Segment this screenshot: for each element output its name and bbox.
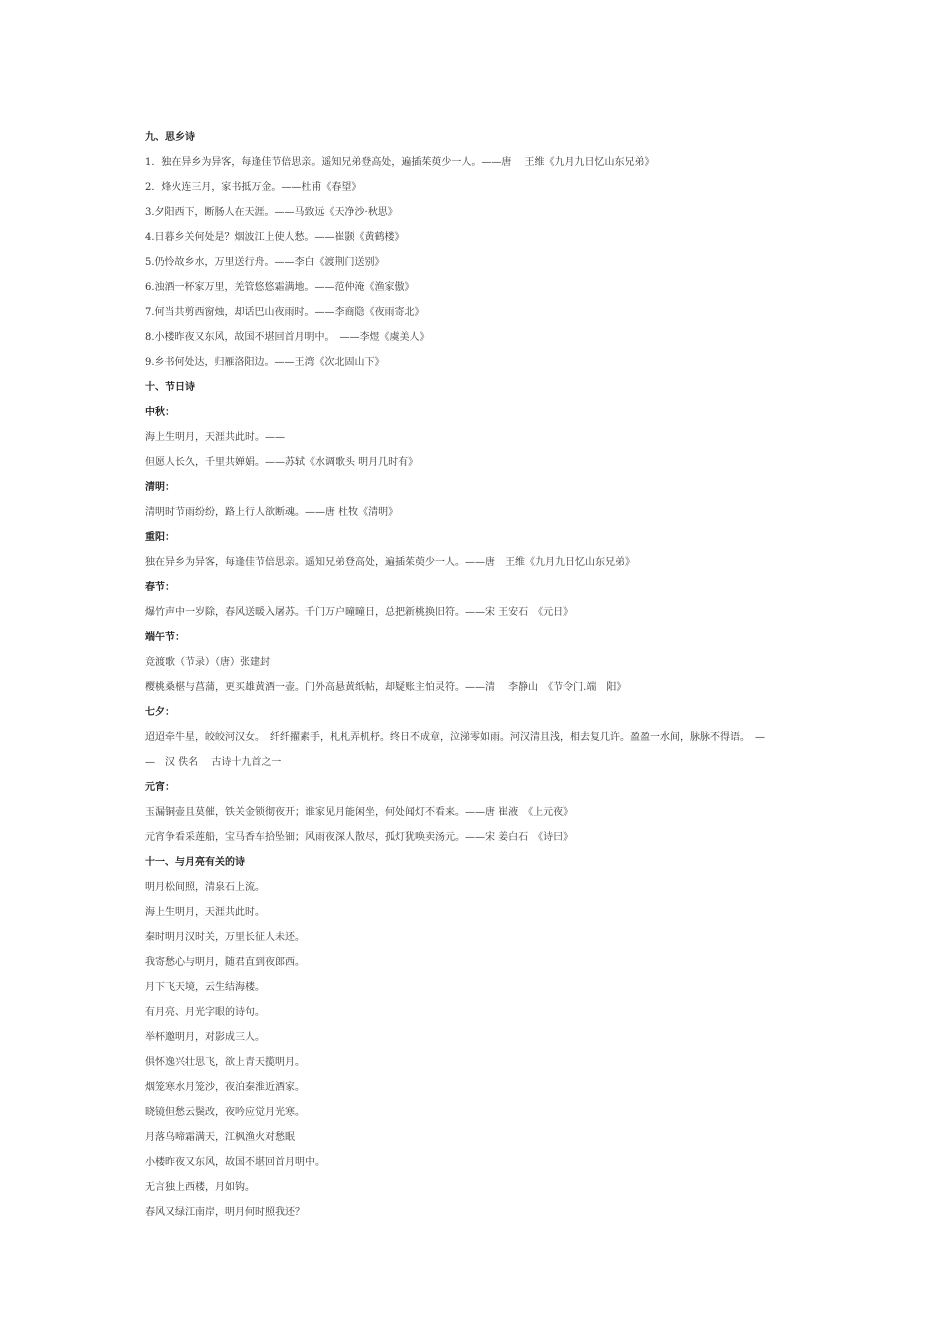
subsection-title-qixi: 七夕： <box>145 707 175 718</box>
poem-line: 俱怀逸兴壮思飞，欲上青天揽明月。 <box>145 1057 305 1068</box>
document-body <box>145 125 815 1225</box>
poem-line: 3.夕阳西下，断肠人在天涯。——马致远《天净沙·秋思》 <box>145 207 398 218</box>
poem-line: 独在异乡为异客，每逢佳节倍思亲。遥知兄弟登高处，遍插茱萸少一人。——唐 王维《九月九日忆山东兄弟》 <box>145 557 635 568</box>
poem-line: 竞渡歌（节录）（唐）张建封 <box>145 657 270 668</box>
poem-line: 爆竹声中一岁除，春风送暖入屠苏。千门万户曈曈日，总把新桃换旧符。——宋 王安石 《元日》 <box>145 607 574 618</box>
poem-line: 明月松间照，清泉石上流。 <box>145 882 265 893</box>
poem-line: 6.浊酒一杯家万里，羌管悠悠霜满地。——范仲淹《渔家傲》 <box>145 282 415 293</box>
poem-line: 2．烽火连三月，家书抵万金。——杜甫《春望》 <box>145 182 362 193</box>
poem-line: 4.日暮乡关何处是？烟波江上使人愁。——崔颢《黄鹤楼》 <box>145 232 405 243</box>
section-heading-festival: 十、节日诗 <box>145 382 195 393</box>
poem-line: 7.何当共剪西窗烛，却话巴山夜雨时。——李商隐《夜雨寄北》 <box>145 307 425 318</box>
poem-line: 5.仍怜故乡水，万里送行舟。——李白《渡荆门送别》 <box>145 257 385 268</box>
poem-line: 海上生明月，天涯共此时。 <box>145 907 265 918</box>
poem-line: 我寄愁心与明月，随君直到夜郎西。 <box>145 957 305 968</box>
subsection-title-lantern: 元宵： <box>145 782 175 793</box>
poem-line: 樱桃桑椹与菖蒲，更买雄黄酒一壶。门外高悬黄纸帖，却疑账主怕灵符。——清 李静山 《节令门.端 阳》 <box>145 682 627 693</box>
poem-line: 月落乌啼霜满天，江枫渔火对愁眠 <box>145 1132 295 1143</box>
poem-line: 8.小楼昨夜又东风，故国不堪回首月明中。 ——李煜《虞美人》 <box>145 332 430 343</box>
poem-line: 有月亮、月光字眼的诗句。 <box>145 1007 265 1018</box>
poem-line: 举杯邀明月，对影成三人。 <box>145 1032 265 1043</box>
poem-line: 玉漏铜壶且莫催，铁关金锁彻夜开；谁家见月能闲坐，何处闻灯不看来。——唐 崔液 《上元夜》 <box>145 807 574 818</box>
subsection-title-chongyang: 重阳： <box>145 532 175 543</box>
section-heading-homesick: 九、思乡诗 <box>145 132 195 143</box>
poem-line: 春风又绿江南岸，明月何时照我还？ <box>145 1207 305 1218</box>
poem-line: 小楼昨夜又东风，故国不堪回首月明中。 <box>145 1157 325 1168</box>
poem-line: 无言独上西楼，月如钩。 <box>145 1182 255 1193</box>
poem-line: 海上生明月，天涯共此时。—— <box>145 432 285 443</box>
section-heading-moon: 十一、与月亮有关的诗 <box>145 857 245 868</box>
poem-line: 9.乡书何处达，归雁洛阳边。——王湾《次北固山下》 <box>145 357 385 368</box>
poem-line: 但愿人长久，千里共婵娟。——苏轼《水调歌头 明月几时有》 <box>145 457 419 468</box>
poem-line: 迢迢牵牛星，皎皎河汉女。 纤纤擢素手，札札弄机杼。终日不成章，泣涕零如雨。河汉清且浅，相去复几许。盈盈一水间，脉脉不得语。 — <box>145 732 765 743</box>
subsection-title-spring-festival: 春节： <box>145 582 175 593</box>
subsection-title-qingming: 清明： <box>145 482 175 493</box>
subsection-title-dragon-boat: 端午节： <box>145 632 185 643</box>
poem-line: 月下飞天境，云生结海楼。 <box>145 982 265 993</box>
poem-line: — 汉 佚名 古诗十九首之一 <box>145 757 282 768</box>
poem-line: 元宵争看采莲船，宝马香车拾坠钿；风雨夜深人散尽，孤灯犹唤卖汤元。——宋 姜白石 《诗曰》 <box>145 832 574 843</box>
poem-line: 清明时节雨纷纷，路上行人欲断魂。——唐 杜牧《清明》 <box>145 507 399 518</box>
poem-line: 秦时明月汉时关，万里长征人未还。 <box>145 932 305 943</box>
poem-line: 1．独在异乡为异客，每逢佳节倍思亲。遥知兄弟登高处，遍插茱萸少一人。——唐 王维《九月九日忆山东兄弟》 <box>145 157 655 168</box>
subsection-title-midautumn: 中秋： <box>145 407 175 418</box>
poem-line: 烟笼寒水月笼沙，夜泊秦淮近酒家。 <box>145 1082 305 1093</box>
poem-line: 晓镜但愁云鬓改，夜吟应觉月光寒。 <box>145 1107 305 1118</box>
